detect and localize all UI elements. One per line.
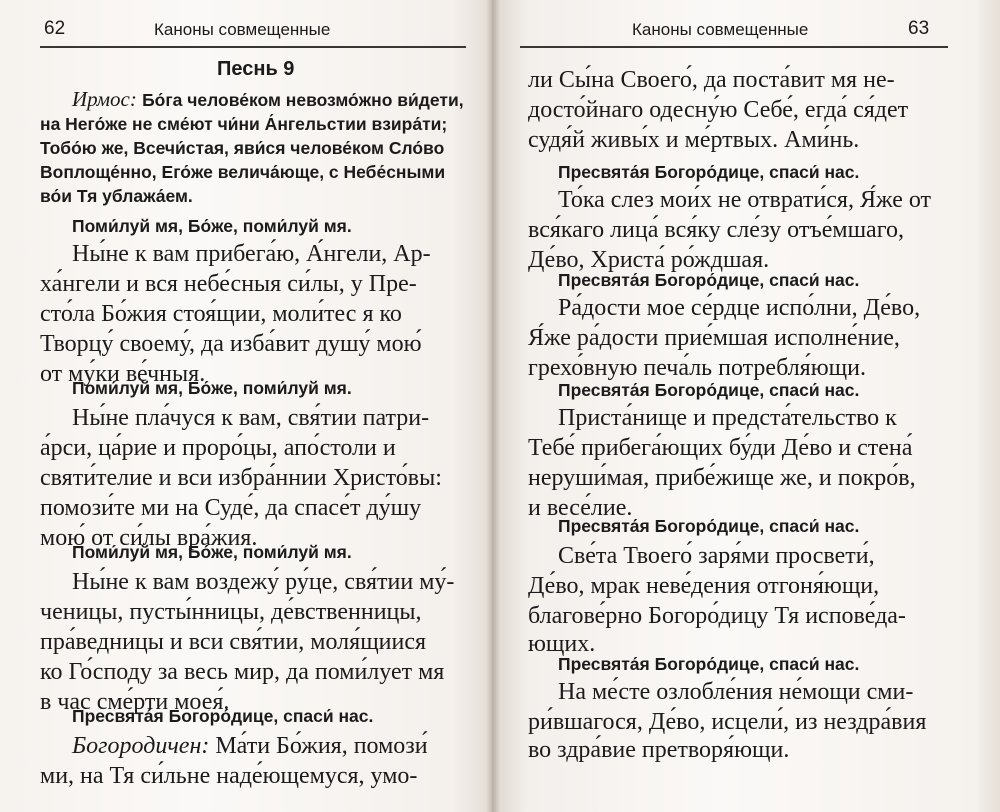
page-number-left: 62 bbox=[44, 18, 66, 39]
stanza-r5-line-2: ри́вшагося, Де́во, исцели́, из нездра́вия bbox=[528, 709, 927, 735]
refrain-r5: Пресвята́я Богоро́дице, спаси́ нас. bbox=[558, 654, 860, 674]
stanza-2-line-5: мою́ от си́лы вра́жия. bbox=[40, 525, 258, 551]
left-page bbox=[0, 0, 492, 812]
refrain-r3: Пресвята́я Богоро́дице, спаси́ нас. bbox=[558, 380, 860, 400]
stanza-r3-line-2: Тебе́ прибега́ющих бу́ди Де́во и стена́ bbox=[528, 435, 913, 461]
stanza-r4-line-2: Де́во, мрак неве́дения отгоня́ющи, bbox=[528, 573, 880, 599]
stanza-1-line-5: от му́ки ве́чныя. bbox=[40, 361, 206, 387]
right-page bbox=[492, 0, 1000, 812]
stanza-2-line-2: а́рси, ца́рие и проро́цы, апо́столи и bbox=[40, 435, 396, 461]
bogorodichen-line-1 bbox=[72, 732, 428, 760]
stanza-2-line-1: Ны́не пла́чуся к вам, свя́тии патри- bbox=[72, 405, 430, 431]
left-header bbox=[0, 18, 492, 46]
refrain-4: Пресвята́я Богоро́дице, спаси́ нас. bbox=[72, 706, 374, 726]
refrain-r1: Пресвята́я Богоро́дице, спаси́ нас. bbox=[558, 162, 860, 182]
stanza-3-line-2: ченицы, пусты́нницы, де́вственницы, bbox=[40, 599, 422, 625]
opening-line-2: досто́йнаго одесну́ю Себе́, егда́ ся́дет bbox=[528, 97, 909, 123]
stanza-r3-line-4: и весе́лие. bbox=[528, 495, 633, 521]
stanza-r2-line-3: грехо́вную печа́ль потребля́ющи. bbox=[528, 355, 866, 381]
stanza-r4-line-4: ющих. bbox=[528, 631, 596, 657]
header-rule-right bbox=[520, 46, 948, 48]
irmos-label: Ирмос: bbox=[72, 87, 137, 111]
stanza-r5-line-1: На ме́сте озлобле́ния не́мощи сми- bbox=[558, 679, 914, 705]
irmos-line-1 bbox=[72, 86, 464, 113]
stanza-r4-line-3: благове́рно Богоро́дицу Тя испове́да- bbox=[528, 603, 906, 629]
stanza-1-line-3: сто́ла Бо́жия стоя́щии, моли́тес я ко bbox=[40, 301, 402, 327]
irmos-line-3: Тобо́ю же, Всечи́стая, яви́ся челове́ком Сло́во bbox=[40, 138, 445, 158]
stanza-1-line-1: Ны́не к вам прибега́ю, А́нгели, Ар- bbox=[72, 241, 431, 267]
stanza-1-line-4: Творцу́ своему́, да изба́вит душу́ мою́ bbox=[40, 331, 422, 357]
bogorodichen-label: Богородичен: bbox=[72, 733, 210, 759]
header-rule-left bbox=[40, 46, 466, 48]
stanza-r2-line-1: Ра́дости мое се́рдце испо́лни, Де́во, bbox=[558, 295, 921, 321]
irmos-text: Бо́га челове́ком невозмо́жно ви́дети, bbox=[142, 90, 464, 110]
irmos-line-4: Воплоще́нно, Его́же велича́юще, с Небе́сными bbox=[40, 162, 446, 182]
song-heading: Песнь 9 bbox=[217, 58, 295, 80]
stanza-1-line-2: ха́нгели и вся небе́сныя си́лы, у Пре- bbox=[40, 271, 417, 297]
stanza-2-line-4: помози́те ми на Суде́, да спасе́т ду́шу bbox=[40, 495, 422, 521]
stanza-2-line-3: святи́телие и вси избра́ннии Христо́вы: bbox=[40, 465, 442, 491]
refrain-3: Поми́луй мя, Бо́же, поми́луй мя. bbox=[72, 542, 352, 562]
refrain-2: Поми́луй мя, Бо́же, поми́луй мя. bbox=[72, 378, 352, 398]
refrain-r4: Пресвята́я Богоро́дице, спаси́ нас. bbox=[558, 516, 860, 536]
irmos-line-2: на Него́же не сме́ют чи́ни А́нгельстии взира́ти; bbox=[40, 114, 448, 134]
stanza-3-line-1: Ны́не к вам воздежу́ ру́це, свя́тии му́- bbox=[72, 569, 455, 595]
irmos-line-5: во́и Тя ублажа́ем. bbox=[40, 186, 193, 206]
opening-line-1: ли Сы́на Своего́, да поста́вит мя не- bbox=[528, 67, 895, 93]
stanza-r1-line-1: То́ка слез мои́х не отврати́ся, Я́же от bbox=[558, 187, 932, 213]
stanza-r2-line-2: Я́же ра́дости прие́мшая исполне́ние, bbox=[528, 325, 900, 351]
stanza-r1-line-3: Де́во, Христа́ ро́ждшая. bbox=[528, 247, 770, 273]
page-edge-right bbox=[978, 0, 1000, 812]
refrain-1: Поми́луй мя, Бо́же, поми́луй мя. bbox=[72, 216, 352, 236]
stanza-3-line-3: пра́ведницы и вси свя́тии, моля́щиися bbox=[40, 629, 427, 655]
stanza-r3-line-3: неруши́мая, прибе́жище же, и покро́в, bbox=[528, 465, 916, 491]
opening-line-3: судя́й живы́х и ме́ртвых. Ами́нь. bbox=[528, 127, 860, 153]
stanza-r5-line-3: во здра́вие претворя́ющи. bbox=[528, 737, 790, 763]
refrain-r2: Пресвята́я Богоро́дице, спаси́ нас. bbox=[558, 270, 860, 290]
bogorodichen-line-2: ми, на Тя си́льне наде́ющемуся, умо- bbox=[40, 763, 418, 789]
running-title-left: Каноны совмещенные bbox=[154, 20, 331, 39]
right-header bbox=[492, 18, 1000, 46]
running-title-right: Каноны совмещенные bbox=[632, 20, 809, 39]
stanza-r4-line-1: Све́та Твоего́ заря́ми просвети́, bbox=[558, 543, 875, 569]
stanza-3-line-5: в час сме́рти моея́. bbox=[40, 689, 230, 715]
page-number-right: 63 bbox=[908, 18, 930, 39]
stanza-r3-line-1: Приста́нище и предста́тельство к bbox=[558, 405, 897, 431]
book-gutter bbox=[486, 0, 500, 812]
stanza-3-line-4: ко Го́споду за весь мир, да поми́лует мя bbox=[40, 659, 445, 685]
bogorodichen-text-1: Ма́ти Бо́жия, помози́ bbox=[209, 733, 428, 759]
stanza-r1-line-2: вся́каго лица́ вся́ку сле́зу отъе́мшаго, bbox=[528, 217, 904, 243]
